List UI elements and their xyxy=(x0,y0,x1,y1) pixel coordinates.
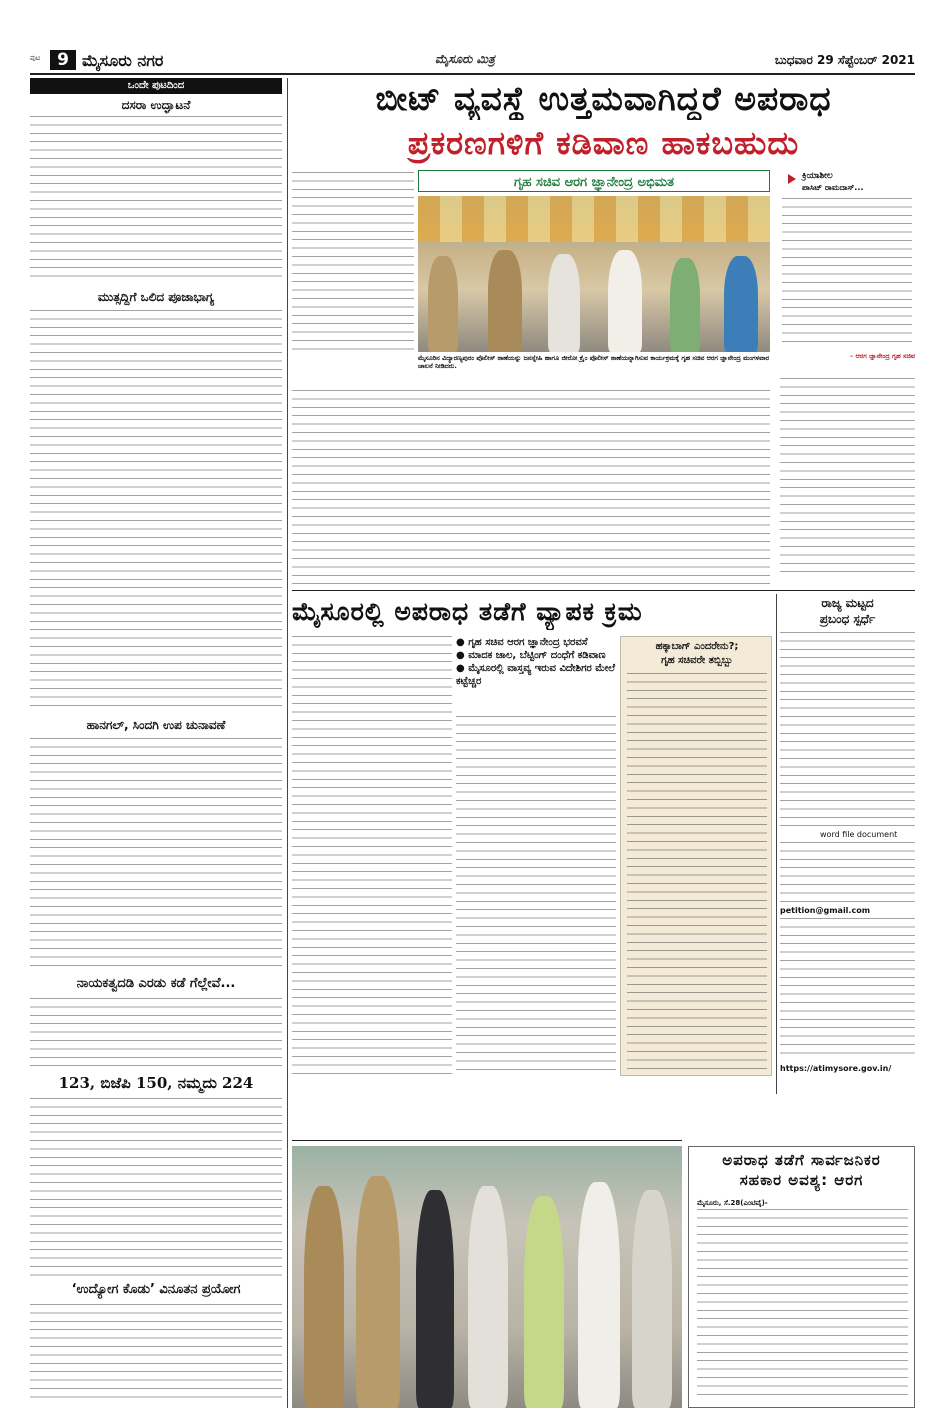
essay-title-2: ಪ್ರಬಂಧ ಸ್ಪರ್ಧೆ xyxy=(819,612,876,626)
story-body-udyoga xyxy=(30,1304,282,1404)
story-title-leadership: ನಾಯಕತ್ವದಡಿ ಎರಡು ಕಡೆ ಗೆಲ್ಲೇವೆ... xyxy=(76,976,236,991)
right-body-continued xyxy=(780,378,915,576)
photo-guest-b xyxy=(468,1186,508,1408)
bullet-item: ● ಗೃಹ ಸಚಿವ ಆರಗ ಜ್ಞಾನೇಂದ್ರ ಭರವಸೆ xyxy=(456,637,588,648)
photo-guest-d xyxy=(578,1182,620,1408)
photo-officer-2 xyxy=(488,250,522,352)
essay-email-link[interactable]: petition@gmail.com xyxy=(780,906,871,915)
story3-body xyxy=(697,1209,908,1401)
story-title-udyoga: ‘ಉದ್ಯೋಗ ಕೊಡು’ ವಿನೂತನ ಪ್ರಯೋಗ xyxy=(71,1282,241,1297)
lead-kicker xyxy=(418,170,770,192)
story-body-leadership xyxy=(30,998,282,1068)
photo-guest-e xyxy=(632,1190,672,1408)
photo-officer-a xyxy=(304,1186,344,1408)
photo-guest-c xyxy=(524,1196,564,1408)
story2-box-title-2: ಗೃಹ ಸಚಿವರೇ ತಬ್ಬಿಬ್ಬು xyxy=(661,655,733,666)
section-title: ಮೈಸೂರು ನಗರ xyxy=(82,51,164,70)
story-body-bypoll xyxy=(30,738,282,968)
sidebar-body xyxy=(782,198,912,348)
bullet-item: ● ಮಾದಕ ಜಾಲ, ಬೆಟ್ಟಿಂಗ್ ದಂಧೆಗೆ ಕಡಿವಾಣ xyxy=(456,650,606,661)
lead-photo xyxy=(418,196,770,352)
story3-box xyxy=(688,1146,915,1408)
left-column xyxy=(30,78,282,1408)
page-label: ಪುಟ xyxy=(30,54,41,62)
lead-body-intro xyxy=(292,172,414,352)
photo-guest-3 xyxy=(670,258,700,352)
photo-guest-2 xyxy=(608,250,642,352)
photo-guest-a xyxy=(416,1190,454,1408)
story2-box xyxy=(620,636,772,1076)
lead-photo-caption: ಮೈಸೂರಿನ ವಿದ್ಯಾರಣ್ಯಪುರಂ ಪೊಲೀಸ್ ಠಾಣೆಯನ್ನು ಜನಸ್ನೇಹಿ ಹಾಗೂ ಜೀರೋ ಕ್ರೈಂ ಪೊಲೀಸ್ ಠಾಣೆಯನ್ನಾಗಿಸುವ ಕಾರ್ಯಕ್ರಮಕ್ಕೆ ಗೃಹ ಸಚಿವ ಆರಗ ಜ್ಞಾನೇಂದ್ರ ಮಂಗಳವಾರ ಚಾಲನೆ ನೀಡಿದರು. xyxy=(418,354,770,371)
story3-headline-2: ಸಹಕಾರ ಅವಶ್ಯ: ಆರಗ xyxy=(739,1171,864,1189)
essay-contest-box xyxy=(780,594,915,1094)
sidebar-box xyxy=(774,170,915,370)
bottom-photo xyxy=(292,1146,682,1408)
lead-kicker-text: ಗೃಹ ಸಚಿವ ಆರಗ ಜ್ಞಾನೇಂದ್ರ ಅಭಿಮತ xyxy=(513,175,675,190)
photo-guest-4 xyxy=(724,256,758,352)
essay-url-link[interactable]: https://atimysore.gov.in/ xyxy=(780,1064,892,1073)
sidebar-marker: ಕ್ರಿಯಾಶೀಲ xyxy=(802,171,833,181)
story-body-numbers xyxy=(30,1098,282,1276)
bullet-item: ● ಮೈಸೂರಲ್ಲಿ ವಾಸ್ತವ್ಯ ಇರುವ ವಿದೇಶಿಗರ ಮೇಲೆ ಕಟ್ಟೆಚ್ಚರ xyxy=(456,663,615,687)
sidebar-arrow-icon xyxy=(788,174,796,184)
photo-officer-b xyxy=(356,1176,400,1408)
story-title-dasara: ದಸರಾ ಉದ್ಘಾಟನೆ xyxy=(121,98,191,112)
story2-bullets xyxy=(456,636,616,712)
story-title-pooja: ಮುತ್ಸದ್ದಿಗೆ ಒಲಿದ ಪೂಜಾಭಾಗ್ಯ xyxy=(97,290,215,304)
masthead-rule xyxy=(30,73,915,75)
issue-date: ಬುಧವಾರ 29 ಸೆಪ್ಟೆಂಬರ್ 2021 xyxy=(774,53,915,67)
column-divider xyxy=(287,78,288,1408)
story3-dateline: ಮೈಸೂರು, ಸೆ.28(ಎಂಟಿವೈ)- xyxy=(697,1199,768,1207)
essay-title-1: ರಾಜ್ಯ ಮಟ್ಟದ xyxy=(821,596,874,610)
sidebar-title: ಪಾಸಿಟ್ ರಾಮದಾಸ್... xyxy=(802,183,864,192)
story2-box-title-1: ಹಕ್ಕಾಬಾಗ್ ಎಂದರೇನು?; xyxy=(655,641,739,652)
story2-headline: ಮೈಸೂರಲ್ಲಿ ಅಪರಾಧ ತಡೆಗೆ ವ್ಯಾಪಕ ಕ್ರಮ xyxy=(292,597,643,626)
story3-headline-1: ಅಪರಾಧ ತಡೆಗೆ ಸಾರ್ವಜನಿಕರ xyxy=(722,1151,881,1169)
essay-file-note: word file document xyxy=(820,830,898,839)
lead-body-columns xyxy=(292,390,770,588)
story-title-bypoll: ಹಾನಗಲ್, ಸಿಂದಗಿ ಉಪ ಚುನಾವಣೆ xyxy=(86,718,226,732)
story-body-pooja xyxy=(30,310,282,710)
sidebar-byline: – ಆರಗ ಜ್ಞಾನೇಂದ್ರ ಗೃಹ ಸಚಿವ xyxy=(850,352,915,360)
story2-body-col1 xyxy=(292,636,452,1076)
story2-box-body xyxy=(627,673,767,1071)
lead-headline-line2: ಪ್ರಕರಣಗಳಿಗೆ ಕಡಿವಾಣ ಹಾಕಬಹುದು xyxy=(407,124,800,162)
lead-headline-line1: ಬೀಟ್ ವ್ಯವಸ್ಥೆ ಉತ್ತಮವಾಗಿದ್ದರೆ ಅಪರಾಧ xyxy=(375,79,832,118)
page-number-badge: 9 xyxy=(50,50,76,70)
section-banner: ಒಂದೇ ಪುಟದಿಂದ xyxy=(30,78,282,94)
story-body-dasara xyxy=(30,116,282,284)
essay-body-bottom xyxy=(780,918,915,1058)
masthead xyxy=(30,50,915,72)
story2-bottom-rule xyxy=(292,1140,682,1141)
story2-right-divider xyxy=(776,594,777,1094)
photo-officer-1 xyxy=(428,256,458,352)
story2-body-col2 xyxy=(456,716,616,1076)
photo-canopy xyxy=(418,196,770,242)
story-title-numbers: 123, ಬಿಜೆಪಿ 150, ನಮ್ಮದು 224 xyxy=(58,1074,254,1092)
lead-bottom-rule xyxy=(292,590,915,591)
essay-body-top xyxy=(780,632,915,828)
photo-guest-1 xyxy=(548,254,580,352)
essay-body-mid xyxy=(780,842,915,902)
brand-logo: ಮೈಸೂರು ಮಿತ್ರ xyxy=(435,52,495,66)
